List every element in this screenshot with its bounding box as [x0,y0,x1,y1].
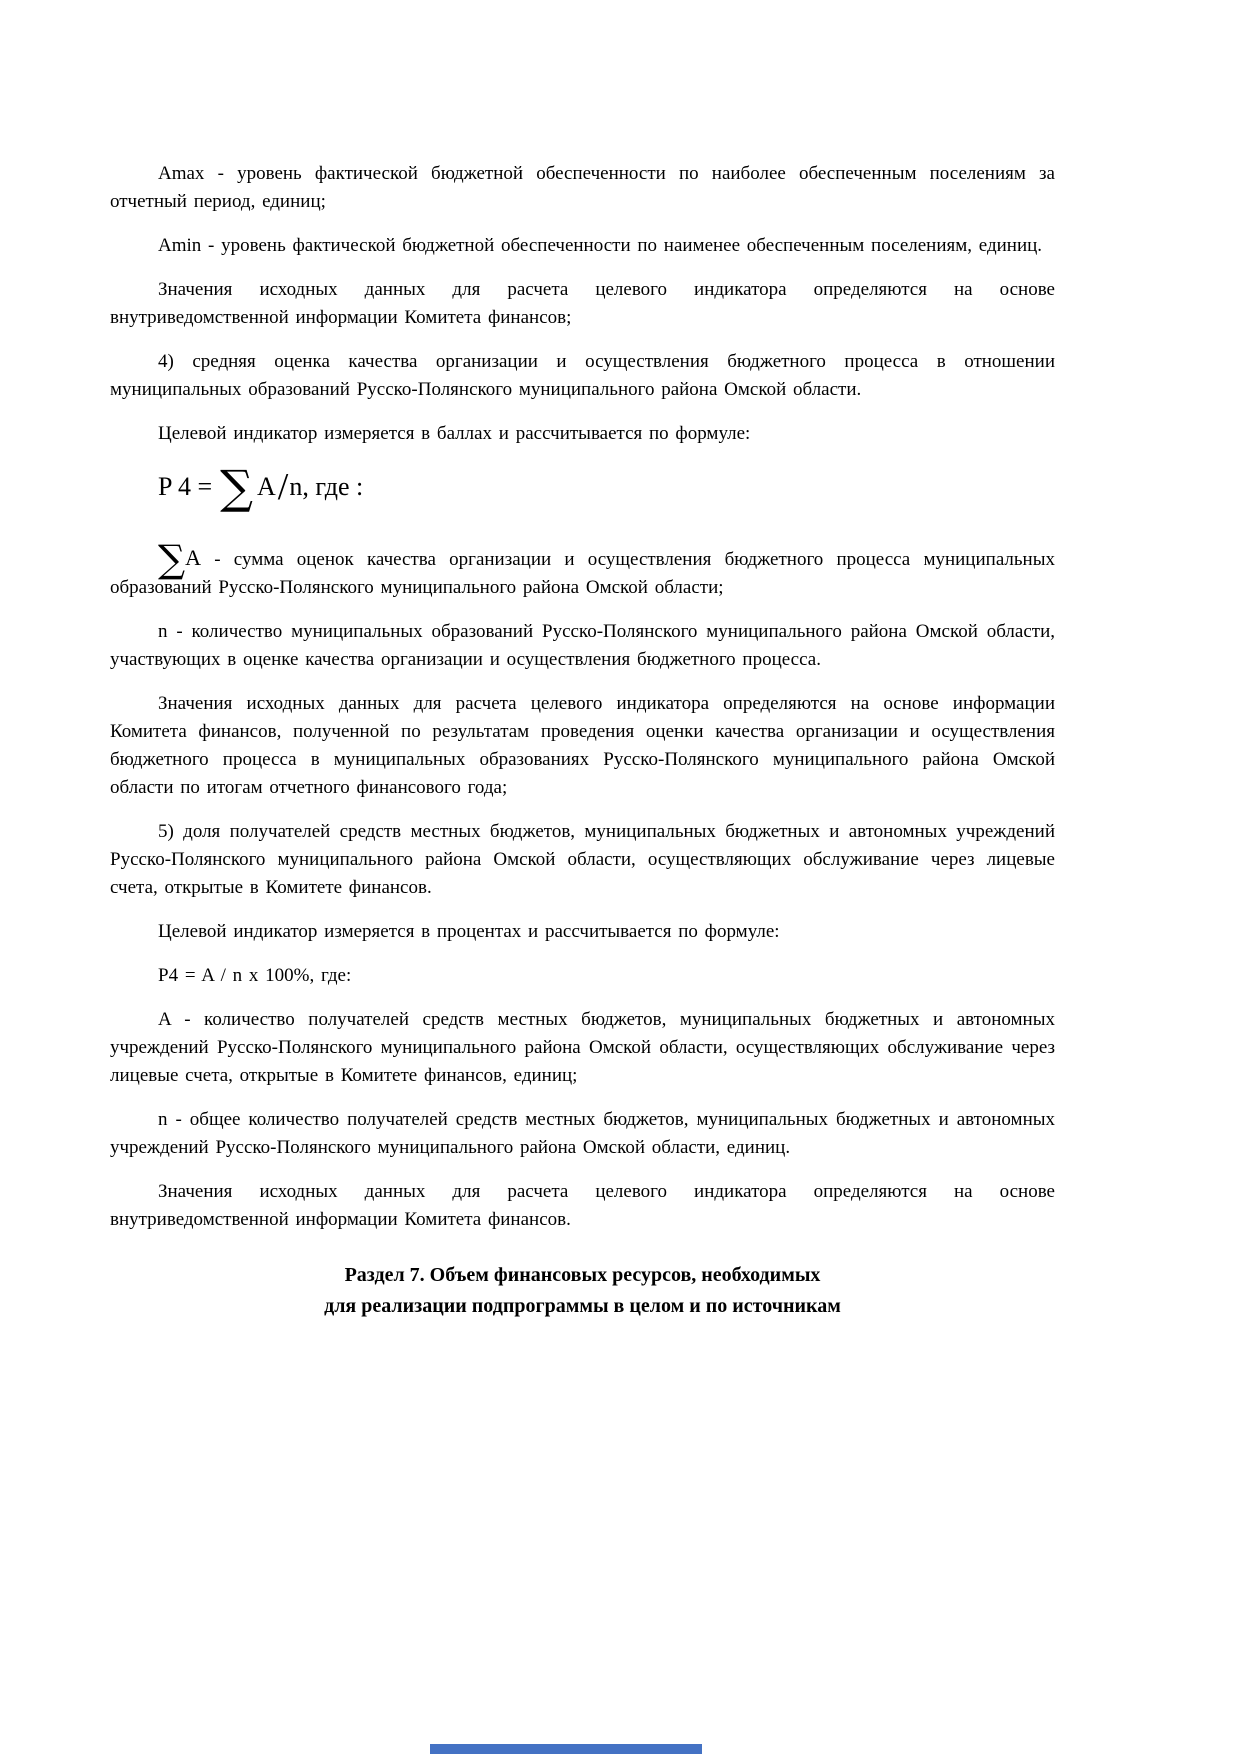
sigma-definition-text: - сумма оценок качества организации и осуществления бюджетного процесса муниципальных образований Русско-Полянского муниципального района Омской области; [110,549,1055,598]
section-7-heading [110,1260,1055,1322]
formula-prefix: P 4 = [158,472,213,501]
paragraph-sigma-definition [110,537,1055,602]
sigma-symbol: ∑ [220,460,254,514]
paragraph-source-data-2: Значения исходных данных для расчета целевого индикатора определяются на основе информации Комитета финансов, полученной по результатам проведения оценки качества организации и осуществления бюджетного процесса в муниципальных образованиях Русско-Полянского муниципального района Омской области по итогам отчетного финансового года; [110,693,1055,798]
paragraph-formula-intro-1: Целевой индикатор измеряется в баллах и рассчитывается по формуле: [158,423,751,444]
formula-p4-percent: P4 = A / n x 100%, где: [158,965,352,986]
paragraph-amax-definition: Amax - уровень фактической бюджетной обеспеченности по наиболее обеспеченным поселениям за отчетный период, единиц; [110,163,1055,212]
sigma-inline-term: A [185,545,202,570]
paragraph-indicator-5: 5) доля получателей средств местных бюджетов, муниципальных бюджетных и автономных учреждений Русско-Полянского муниципального района Омской области, осуществляющих обслуживание через лицевые счета, открытые в Комитете финансов. [110,821,1055,898]
formula-suffix: n, где : [289,472,364,501]
paragraph-amin-definition: Amin - уровень фактической бюджетной обеспеченности по наименее обеспеченным поселениям, единиц. [158,235,1043,256]
paragraph-n-total-definition: n - общее количество получателей средств местных бюджетов, муниципальных бюджетных и автономных учреждений Русско-Полянского муниципального района Омской области, единиц. [110,1109,1055,1158]
formula-numerator: A [257,472,276,501]
paragraph-a-definition: A - количество получателей средств местных бюджетов, муниципальных бюджетных и автономных учреждений Русско-Полянского муниципального района Омской области, осуществляющих обслуживание через лицевые счета, открытые в Комитете финансов, единиц; [110,1009,1055,1086]
sigma-inline-symbol: ∑ [158,537,186,581]
paragraph-indicator-4: 4) средняя оценка качества организации и осуществления бюджетного процесса в отношении муниципальных образований Русско-Полянского муниципального района Омской области. [110,351,1055,400]
partial-blue-element [430,1744,702,1754]
paragraph-formula-intro-2: Целевой индикатор измеряется в процентах и рассчитывается по формуле: [158,921,780,942]
paragraph-source-data-3: Значения исходных данных для расчета целевого индикатора определяются на основе внутриведомственной информации Комитета финансов. [110,1181,1055,1230]
section-7-heading-line-2: для реализации подпрограммы в целом и по источникам [324,1295,841,1317]
formula-slash: / [277,466,289,508]
paragraph-n-definition: n - количество муниципальных образований Русско-Полянского муниципального района Омской области, участвующих в оценке качества организации и осуществления бюджетного процесса. [110,621,1055,670]
paragraph-source-data-1: Значения исходных данных для расчета целевого индикатора определяются на основе внутриведомственной информации Комитета финансов; [110,279,1055,328]
formula-p4-sum [158,460,1055,514]
section-7-heading-line-1: Раздел 7. Объем финансовых ресурсов, необходимых [344,1264,821,1286]
